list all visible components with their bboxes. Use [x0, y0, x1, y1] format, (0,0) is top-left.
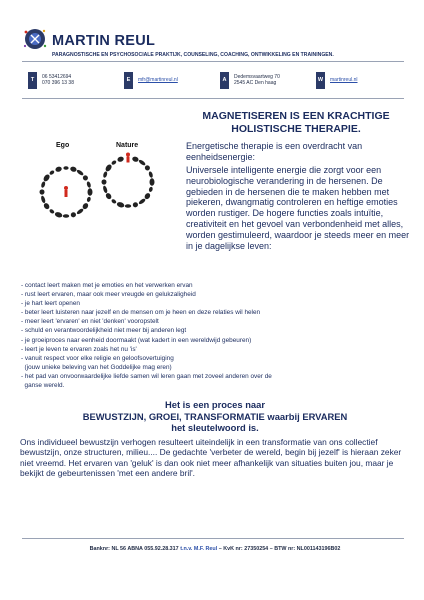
creature-silhouette — [132, 156, 140, 163]
list-item: - rust leert ervaren, maar ook meer vreugde en gelukzaligheid — [21, 291, 196, 299]
creature-silhouette — [49, 208, 55, 214]
creature-silhouette — [132, 202, 138, 208]
address-city: 2545 AC Den haag — [234, 80, 277, 86]
creature-silhouette — [150, 178, 155, 186]
creature-silhouette — [63, 166, 68, 170]
closing-paragraph: Ons individueel bewustzijn verhogen resulteert uiteindelijk in een transformatie van ons collectief bewustzijn, onze structuren, milieu.... De gedachte 'verbeter de wereld, begin bij jezelf' is hieraan zeker niet vreemd. Het ervaren van 'geluk' is dan ook niet meer afhankelijk van situaties buiten jou, maar je bekijkt de gebeurtenissen 'met een andere bril'. — [20, 437, 402, 479]
contact-email[interactable] — [124, 71, 178, 89]
web-link[interactable]: martinreul.nl — [330, 77, 358, 83]
creature-silhouette — [144, 164, 151, 171]
tagline: PARAGNOSTISCHE EN PSYCHOSOCIALE PRAKTIJK, COUNSELING, COACHING, ONTWIKKELING EN TRAININGEN. — [52, 52, 334, 58]
creature-silhouette — [49, 170, 55, 176]
brand-name: MARTIN REUL — [52, 33, 156, 49]
list-item: - het pad van onvoorwaardelijke liefde samen wil leren gaan met zoveel anderen over de — [21, 372, 272, 380]
list-item: (jouw unieke beleving van het Goddelijke mag eren) — [21, 363, 172, 371]
nature-label: Nature — [116, 142, 139, 149]
creature-silhouette — [70, 166, 78, 173]
header-divider — [22, 61, 404, 62]
list-item: - beter leert luisteren naar jezelf en de mensen om je heen en deze relaties wil helen — [21, 309, 261, 317]
footer-divider — [22, 538, 404, 539]
creature-silhouette — [86, 196, 91, 202]
process-heading-line: het sleutelwoord is. — [171, 422, 259, 433]
contact-web[interactable] — [316, 71, 358, 89]
creature-silhouette — [138, 198, 146, 205]
creature-silhouette — [40, 189, 45, 194]
contact-divider — [22, 98, 404, 99]
creature-silhouette — [102, 179, 107, 184]
list-item: - je hart leert openen — [21, 300, 80, 308]
process-heading-line: BEWUSTZIJN, GROEI, TRANSFORMATIE waarbij ERVAREN — [82, 410, 348, 422]
article-title: MAGNETISEREN IS EEN KRACHTIGE HOLISTISCHE THERAPIE. — [202, 110, 390, 135]
creature-silhouette — [111, 160, 117, 166]
list-item: - contact leert maken met je emoties en het verwerken ervan — [21, 282, 193, 289]
creature-silhouette — [40, 195, 46, 203]
creature-silhouette — [117, 156, 125, 163]
footer-bank-details: Banknr: NL 56 ABNA 055.92.28.317 t.n.v. M.F. Reul – KvK nr: 27350254 – BTW nr: NL001143196B02 — [89, 546, 341, 552]
creature-silhouette — [88, 188, 93, 196]
creature-silhouette — [82, 174, 89, 181]
kvk-number: KvK nr: 27350254 — [223, 546, 269, 552]
creature-silhouette — [76, 169, 84, 176]
nature-circle — [102, 156, 155, 209]
creature-silhouette — [125, 204, 131, 208]
ego-nature-illustration — [30, 136, 180, 286]
email-link[interactable]: mfr@martinreul.nl — [138, 77, 178, 83]
brand-logo-icon — [22, 26, 48, 52]
creature-silhouette — [76, 208, 84, 215]
creature-silhouette — [116, 201, 125, 208]
article-body: Universele intelligente energie die zorgt voor een neurobiologische verandering in de hersenen. De gebieden in de hersenen die te maken hebben met piekeren, dwangmatig controleren en heftige emoties worden rustiger. De hogere functies zoals intuïtie, creativiteit en het gevoel van verbondenheid met alles, worden gestimuleerd, waardoor je steeds meer en meer in je dagelijkse leven: — [186, 165, 410, 251]
benefits-list — [21, 281, 411, 390]
list-item: - je groeiproces naar eenheid doormaakt (wat kadert in een wereldwijd gebeuren) — [21, 336, 252, 344]
creature-silhouette — [104, 163, 113, 172]
list-item: - schuld en verantwoordelijkheid niet meer bij anderen legt — [21, 327, 187, 335]
account-holder: t.n.v. M.F. Reul — [180, 546, 218, 552]
list-item: - leert je leven te ervaren zoals het nu 'is' — [21, 345, 137, 353]
list-item: - vanuit respect voor elke religie en geloofsovertuiging — [21, 354, 174, 362]
list-item: ganse wereld. — [21, 382, 65, 390]
contact-address — [220, 71, 280, 89]
creature-silhouette — [86, 181, 91, 188]
ego-label: Ego — [56, 142, 70, 149]
creature-silhouette — [148, 171, 153, 178]
creature-silhouette — [40, 181, 45, 188]
process-heading — [20, 399, 410, 434]
article-intro: Energetische therapie is een overdracht van eenheidsenergie: — [186, 141, 363, 162]
creature-silhouette — [138, 159, 146, 166]
btw-number: BTW nr: NL001143196B02 — [274, 546, 341, 552]
creature-silhouette — [55, 166, 63, 173]
creature-silhouette — [63, 214, 69, 218]
email-tile: E — [124, 72, 133, 89]
process-heading-line: Het is een proces naar — [164, 399, 266, 410]
address-tile: A — [220, 72, 229, 89]
creature-silhouette — [105, 192, 113, 200]
ego-human-figure — [64, 186, 68, 197]
phone-mobile: 06 53412694 — [42, 74, 72, 80]
creature-silhouette — [54, 211, 63, 218]
contact-phone — [28, 71, 74, 89]
creature-silhouette — [102, 171, 107, 178]
web-tile: W — [316, 72, 325, 89]
creature-silhouette — [111, 198, 117, 204]
list-item: - meer leert 'ervaren' en niet 'denken' vooropstelt — [21, 318, 159, 326]
phone-landline: 070 396 13 38 — [42, 80, 74, 86]
address-street: Dedemsvaartweg 70 — [234, 74, 280, 80]
creature-silhouette — [42, 173, 51, 182]
creature-silhouette — [70, 212, 76, 218]
nature-human-figure — [126, 153, 130, 163]
creature-silhouette — [148, 186, 153, 192]
bank-number: Banknr: NL 56 ABNA 055.92.28.317 — [89, 546, 179, 552]
creature-silhouette — [43, 202, 51, 210]
creature-silhouette — [102, 185, 108, 193]
phone-tile: T — [28, 72, 37, 89]
